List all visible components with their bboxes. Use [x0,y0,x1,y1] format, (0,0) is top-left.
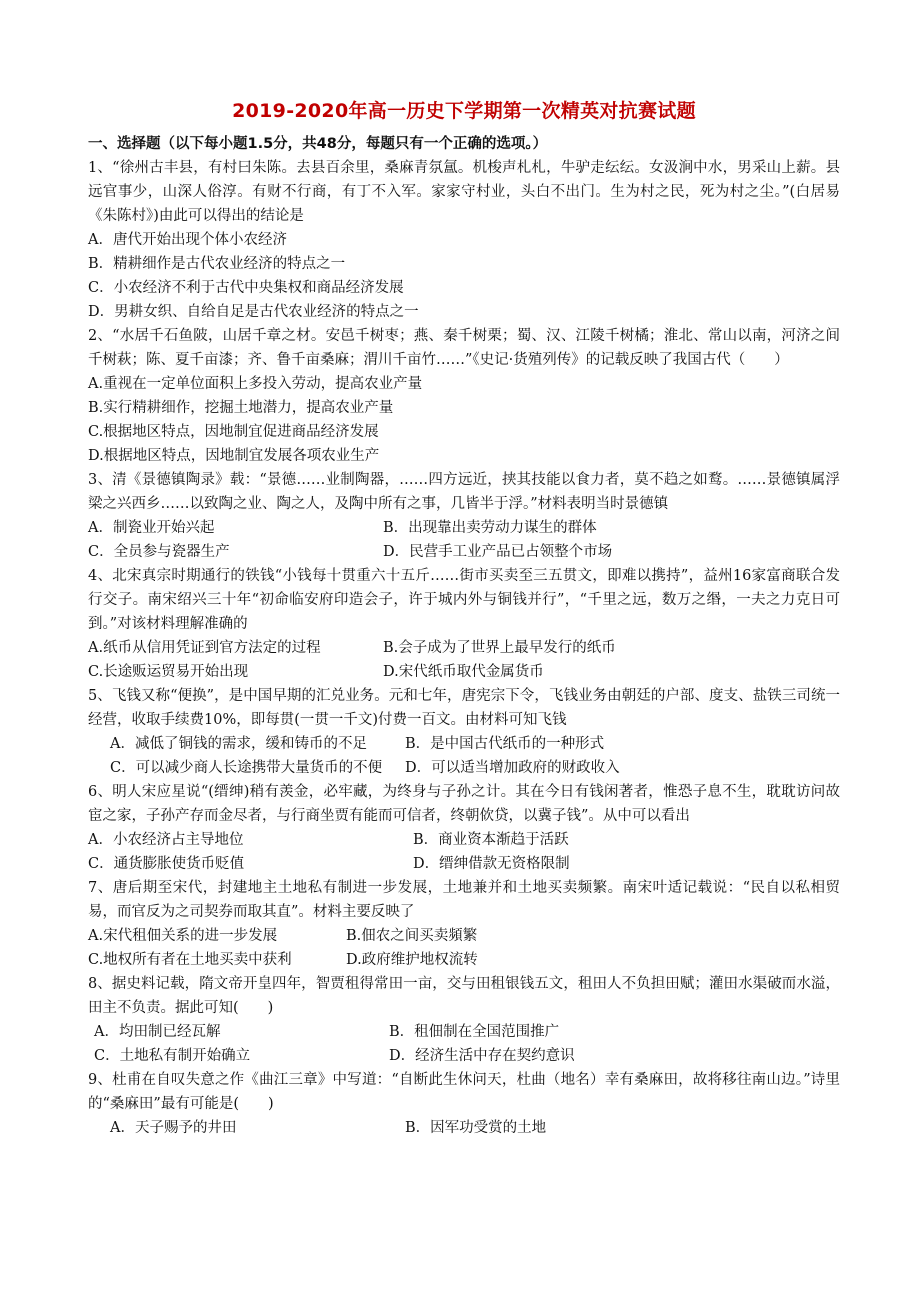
option-row [88,1020,840,1044]
exam-page [88,96,840,1140]
option-d: D.宋代纸币取代金属货币 [383,664,544,680]
option-d: D．缙绅借款无资格限制 [413,856,570,872]
option-b: B．是中国古代纸币的一种形式 [405,736,605,752]
option-b: B．因军功受赏的土地 [405,1120,547,1136]
option-c: C.地权所有者在土地买卖中获利 [88,952,292,968]
option-b: B．租佃制在全国范围推广 [389,1024,560,1040]
question-6 [88,780,840,876]
option-b: B．出现靠出卖劳动力谋生的群体 [383,520,597,536]
question-stem: 8、据史料记载，隋文帝开皇四年，智贾租得常田一亩，交与田租银钱五文，租田人不负担田赋；灌田水渠破而水溢，田主不负责。据此可知( ) [88,976,840,1016]
option-d: D．经济生活中存在契约意识 [389,1048,575,1064]
question-stem: 6、明人宋应星说“(缙绅)稍有羡金，必牢藏，为终身与子孙之计。其在今日有钱闲著者，惟恐子息不生，耽耽访问故宦之家，子孙产存而金尽者，与行商坐贾有能而可信者，终朝佽贷，以冀子钱”。从中可以看出 [88,784,840,824]
option-row [88,732,840,756]
option-d: D.政府维护地权流转 [346,952,478,968]
option-row [88,1044,840,1068]
option-a: A．天子赐予的井田 [110,1120,237,1136]
option-d: D．民营手工业产品已占领整个市场 [383,544,613,560]
option-a: A．制瓷业开始兴起 [88,520,215,536]
question-stem: 3、清《景德镇陶录》载：“景德……业制陶器，……四方远近，挟其技能以食力者，莫不趋之如鹜。……景德镇属浮梁之兴西乡……以致陶之业、陶之人，及陶中所有之事，几皆半于浮。”材料表明当时景德镇 [88,472,840,512]
question-3 [88,468,840,564]
question-5 [88,684,840,780]
option-a: A．唐代开始出现个体小农经济 [88,232,287,248]
option-b: B.实行精耕细作，挖掘土地潜力，提高农业产量 [88,400,394,416]
option-c: C.根据地区特点，因地制宜促进商品经济发展 [88,424,379,440]
question-stem: 7、唐后期至宋代，封建地主土地私有制进一步发展，土地兼并和土地买卖频繁。南宋叶适记载说：“民自以私相贸易，而官反为之司契券而取其直”。材料主要反映了 [88,880,840,920]
question-stem: 9、杜甫在自叹失意之作《曲江三章》中写道：“自断此生休问天，杜曲（地名）幸有桑麻田，故将移往南山边。”诗里的“桑麻田”最有可能是( ) [88,1072,840,1112]
option-row [88,1116,840,1140]
option-a: A.纸币从信用凭证到官方法定的过程 [88,640,321,656]
question-7 [88,876,840,972]
question-9 [88,1068,840,1140]
section-heading: 一、选择题（以下每小题1.5分，共48分，每题只有一个正确的选项。） [88,136,548,152]
option-row [88,540,840,564]
option-c: C．通货膨胀使货币贬值 [88,856,245,872]
option-c: C．可以减少商人长途携带大量货币的不便 [110,760,383,776]
option-c: C.长途贩运贸易开始出现 [88,664,249,680]
question-stem: 2、“水居千石鱼陂，山居千章之材。安邑千树枣；燕、秦千树栗；蜀、汉、江陵千树橘；淮北、常山以南，河济之间千树萩；陈、夏千亩漆；齐、鲁千亩桑麻；渭川千亩竹……”《史记·货殖列传》的记载反映了我国古代（ ） [88,328,840,368]
option-c: C．小农经济不利于古代中央集权和商品经济发展 [88,280,404,296]
option-a: A．均田制已经瓦解 [94,1024,221,1040]
question-2 [88,324,840,468]
option-c: C．全员参与瓷器生产 [88,544,230,560]
option-c: C．土地私有制开始确立 [94,1048,251,1064]
option-row [88,852,840,876]
option-a: A．减低了铜钱的需求，缓和铸币的不足 [110,736,367,752]
question-1 [88,156,840,324]
option-b: B．商业资本渐趋于活跃 [413,832,569,848]
question-stem: 4、北宋真宗时期通行的铁钱“小钱每十贯重六十五斤……街市买卖至三五贯文，即难以携持”，益州16家富商联合发行交子。南宋绍兴三十年“初命临安府印造会子，许于城内外与铜钱并行”，“千里之远，数万之缗，一夫之力克日可到。”对该材料理解准确的 [88,568,840,632]
option-b: B．精耕细作是古代农业经济的特点之一 [88,256,346,272]
option-row [88,756,840,780]
option-row [88,924,840,948]
option-b: B.佃农之间买卖頻繁 [346,928,478,944]
option-row [88,660,840,684]
question-stem: 1、“徐州古丰县，有村曰朱陈。去县百余里，桑麻青氛氲。机梭声札札，牛驴走纭纭。女汲涧中水，男采山上薪。县远官事少，山深人俗淳。有财不行商，有丁不入军。家家守村业，头白不出门。生为村之民，死为村之尘。”(白居易《朱陈村》)由此可以得出的结论是 [88,160,840,224]
option-d: D．男耕女织、自给自足是古代农业经济的特点之一 [88,304,419,320]
option-a: A．小农经济占主导地位 [88,832,244,848]
option-a: A.重视在一定单位面积上多投入劳动，提高农业产量 [88,376,423,392]
question-8 [88,972,840,1068]
option-row [88,636,840,660]
option-row [88,516,840,540]
page-title: 2019-2020年高一历史下学期第一次精英对抗赛试题 [232,100,696,122]
option-row [88,828,840,852]
option-b: B.会子成为了世界上最早发行的纸币 [383,640,616,656]
option-d: D．可以适当增加政府的财政收入 [405,760,620,776]
option-row [88,948,840,972]
option-a: A.宋代租佃关系的进一步发展 [88,928,278,944]
question-stem: 5、飞钱又称“便换”，是中国早期的汇兑业务。元和七年，唐宪宗下令，飞钱业务由朝廷的户部、度支、盐铁三司统一经营，收取手续费10%，即每贯(一贯一千文)付费一百文。由材料可知飞钱 [88,688,840,728]
option-d: D.根据地区特点，因地制宜发展各项农业生产 [88,448,380,464]
question-4 [88,564,840,684]
